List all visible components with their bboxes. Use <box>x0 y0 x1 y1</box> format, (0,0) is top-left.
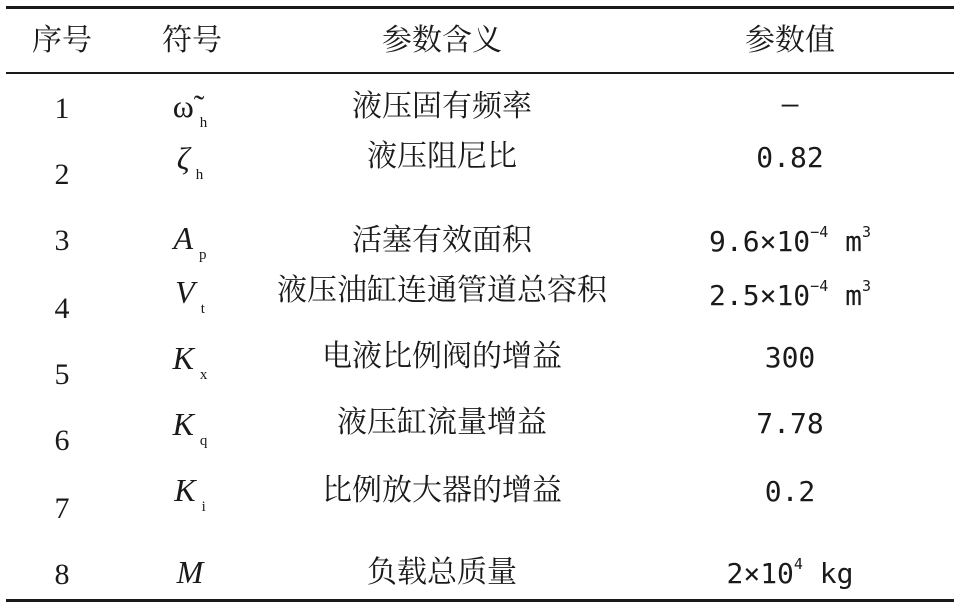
table-bottom-rule <box>6 599 954 602</box>
row-index: 4 <box>54 292 70 325</box>
row-symbol: ω̃ $_h$ <box>172 88 208 131</box>
row-value: 300 <box>764 341 816 374</box>
row-meaning: 液压阻尼比 <box>367 139 517 174</box>
row-value: $2.5\times 10^{-4}$ $m^3$ <box>709 276 871 312</box>
row-symbol: K $_x$ <box>172 340 208 383</box>
row-meaning: 电液比例阀的增益 <box>322 339 562 374</box>
row-meaning: 比例放大器的增益 <box>322 473 562 508</box>
row-meaning: 液压油缸连通管道总容积 <box>277 273 607 308</box>
row-value: — <box>781 87 799 120</box>
row-symbol: K $_q$ <box>172 406 208 449</box>
row-index: 5 <box>54 358 70 391</box>
header-index: 序号 <box>32 23 92 58</box>
row-symbol: A $_p$ <box>173 220 207 263</box>
row-value: $9.6\times 10^{-4}$ $m^3$ <box>709 222 871 258</box>
row-meaning: 液压缸流量增益 <box>337 405 547 440</box>
row-symbol: M <box>176 554 204 590</box>
row-meaning: 活塞有效面积 <box>352 223 532 258</box>
row-value: $2\times 10^4$ kg <box>726 554 854 590</box>
row-symbol: ζ $_h$ <box>176 140 204 183</box>
header-meaning: 参数含义 <box>382 23 502 58</box>
row-index: 7 <box>54 492 70 525</box>
row-value: 0.2 <box>764 475 816 508</box>
row-meaning: 液压固有频率 <box>352 89 532 124</box>
header-value: 参数值 <box>745 23 835 58</box>
row-meaning: 负载总质量 <box>367 555 517 590</box>
row-index: 2 <box>54 158 70 191</box>
row-value: 0.82 <box>756 141 824 174</box>
row-index: 8 <box>54 558 70 591</box>
row-index: 1 <box>54 92 70 125</box>
table-header-rule <box>6 72 954 74</box>
table-top-rule <box>6 6 954 9</box>
row-index: 3 <box>54 224 70 257</box>
row-symbol: V $_t$ <box>175 274 205 317</box>
row-index: 6 <box>54 424 70 457</box>
row-value: 7.78 <box>756 407 824 440</box>
header-symbol: 符号 <box>162 23 222 58</box>
row-symbol: K $_i$ <box>174 472 206 515</box>
